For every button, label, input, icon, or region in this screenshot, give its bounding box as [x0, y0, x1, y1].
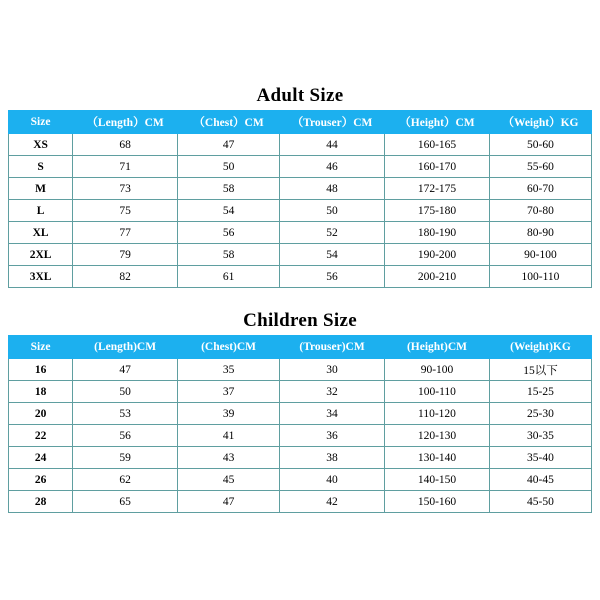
cell-length: 59	[73, 447, 178, 469]
table-row	[9, 447, 592, 469]
cell-length: 71	[73, 156, 178, 178]
column-header-weight: (Weight)KG	[489, 336, 591, 359]
table-row	[9, 491, 592, 513]
cell-chest: 58	[178, 244, 280, 266]
cell-chest: 50	[178, 156, 280, 178]
cell-height: 100-110	[385, 381, 490, 403]
cell-trouser: 30	[280, 359, 385, 381]
cell-size: 16	[9, 359, 73, 381]
cell-length: 62	[73, 469, 178, 491]
cell-chest: 43	[178, 447, 280, 469]
cell-size: L	[9, 200, 73, 222]
cell-chest: 54	[178, 200, 280, 222]
cell-length: 73	[73, 178, 178, 200]
cell-length: 79	[73, 244, 178, 266]
cell-size: 24	[9, 447, 73, 469]
cell-weight: 55-60	[489, 156, 591, 178]
cell-size: 20	[9, 403, 73, 425]
cell-weight: 80-90	[489, 222, 591, 244]
column-header-size: Size	[9, 111, 73, 134]
cell-chest: 37	[178, 381, 280, 403]
cell-chest: 41	[178, 425, 280, 447]
cell-height: 172-175	[385, 178, 490, 200]
column-header-trouser: （Trouser）CM	[280, 111, 385, 134]
cell-size: S	[9, 156, 73, 178]
cell-length: 47	[73, 359, 178, 381]
cell-length: 77	[73, 222, 178, 244]
cell-weight: 60-70	[489, 178, 591, 200]
cell-weight: 40-45	[489, 469, 591, 491]
table-row	[9, 359, 592, 381]
table-row	[9, 244, 592, 266]
adult-size-section	[8, 85, 592, 288]
table-header-row	[9, 336, 592, 359]
cell-weight: 15以下	[489, 359, 591, 381]
table-row	[9, 469, 592, 491]
adult-table-body	[9, 134, 592, 288]
cell-chest: 35	[178, 359, 280, 381]
cell-height: 130-140	[385, 447, 490, 469]
cell-trouser: 54	[280, 244, 385, 266]
cell-weight: 100-110	[489, 266, 591, 288]
cell-height: 160-165	[385, 134, 490, 156]
cell-size: 22	[9, 425, 73, 447]
cell-size: 18	[9, 381, 73, 403]
adult-table-head	[9, 111, 592, 134]
cell-weight: 45-50	[489, 491, 591, 513]
cell-trouser: 42	[280, 491, 385, 513]
column-header-chest: (Chest)CM	[178, 336, 280, 359]
table-row	[9, 200, 592, 222]
cell-trouser: 56	[280, 266, 385, 288]
column-header-chest: （Chest）CM	[178, 111, 280, 134]
column-header-height: (Height)CM	[385, 336, 490, 359]
table-row	[9, 381, 592, 403]
cell-length: 65	[73, 491, 178, 513]
children-size-title: Children Size	[243, 310, 357, 331]
cell-size: XL	[9, 222, 73, 244]
table-row	[9, 222, 592, 244]
cell-trouser: 34	[280, 403, 385, 425]
cell-trouser: 36	[280, 425, 385, 447]
children-table-head	[9, 336, 592, 359]
cell-chest: 61	[178, 266, 280, 288]
cell-trouser: 46	[280, 156, 385, 178]
cell-length: 75	[73, 200, 178, 222]
cell-trouser: 38	[280, 447, 385, 469]
cell-height: 200-210	[385, 266, 490, 288]
column-header-weight: （Weight）KG	[489, 111, 591, 134]
cell-length: 50	[73, 381, 178, 403]
cell-height: 190-200	[385, 244, 490, 266]
table-row	[9, 425, 592, 447]
cell-trouser: 48	[280, 178, 385, 200]
table-row	[9, 178, 592, 200]
cell-trouser: 40	[280, 469, 385, 491]
cell-length: 68	[73, 134, 178, 156]
cell-weight: 90-100	[489, 244, 591, 266]
cell-size: 2XL	[9, 244, 73, 266]
table-header-row	[9, 111, 592, 134]
cell-chest: 56	[178, 222, 280, 244]
column-header-length: (Length)CM	[73, 336, 178, 359]
cell-size: 28	[9, 491, 73, 513]
cell-length: 53	[73, 403, 178, 425]
cell-height: 160-170	[385, 156, 490, 178]
cell-weight: 50-60	[489, 134, 591, 156]
children-size-section	[8, 310, 592, 513]
cell-weight: 70-80	[489, 200, 591, 222]
table-row	[9, 134, 592, 156]
table-row	[9, 156, 592, 178]
cell-height: 180-190	[385, 222, 490, 244]
children-table-body	[9, 359, 592, 513]
cell-chest: 39	[178, 403, 280, 425]
cell-height: 175-180	[385, 200, 490, 222]
column-header-size: Size	[9, 336, 73, 359]
cell-height: 90-100	[385, 359, 490, 381]
cell-length: 56	[73, 425, 178, 447]
cell-size: XS	[9, 134, 73, 156]
cell-trouser: 32	[280, 381, 385, 403]
cell-weight: 15-25	[489, 381, 591, 403]
cell-height: 110-120	[385, 403, 490, 425]
cell-chest: 45	[178, 469, 280, 491]
cell-weight: 25-30	[489, 403, 591, 425]
cell-chest: 58	[178, 178, 280, 200]
cell-size: M	[9, 178, 73, 200]
cell-weight: 30-35	[489, 425, 591, 447]
cell-weight: 35-40	[489, 447, 591, 469]
children-size-table	[8, 335, 592, 513]
cell-height: 140-150	[385, 469, 490, 491]
cell-chest: 47	[178, 134, 280, 156]
cell-size: 26	[9, 469, 73, 491]
cell-length: 82	[73, 266, 178, 288]
cell-trouser: 44	[280, 134, 385, 156]
adult-size-table	[8, 110, 592, 288]
adult-size-title: Adult Size	[256, 85, 344, 106]
cell-height: 120-130	[385, 425, 490, 447]
cell-trouser: 50	[280, 200, 385, 222]
table-row	[9, 403, 592, 425]
column-header-trouser: (Trouser)CM	[280, 336, 385, 359]
cell-height: 150-160	[385, 491, 490, 513]
column-header-length: （Length）CM	[73, 111, 178, 134]
column-header-height: （Height）CM	[385, 111, 490, 134]
cell-trouser: 52	[280, 222, 385, 244]
table-row	[9, 266, 592, 288]
cell-size: 3XL	[9, 266, 73, 288]
cell-chest: 47	[178, 491, 280, 513]
